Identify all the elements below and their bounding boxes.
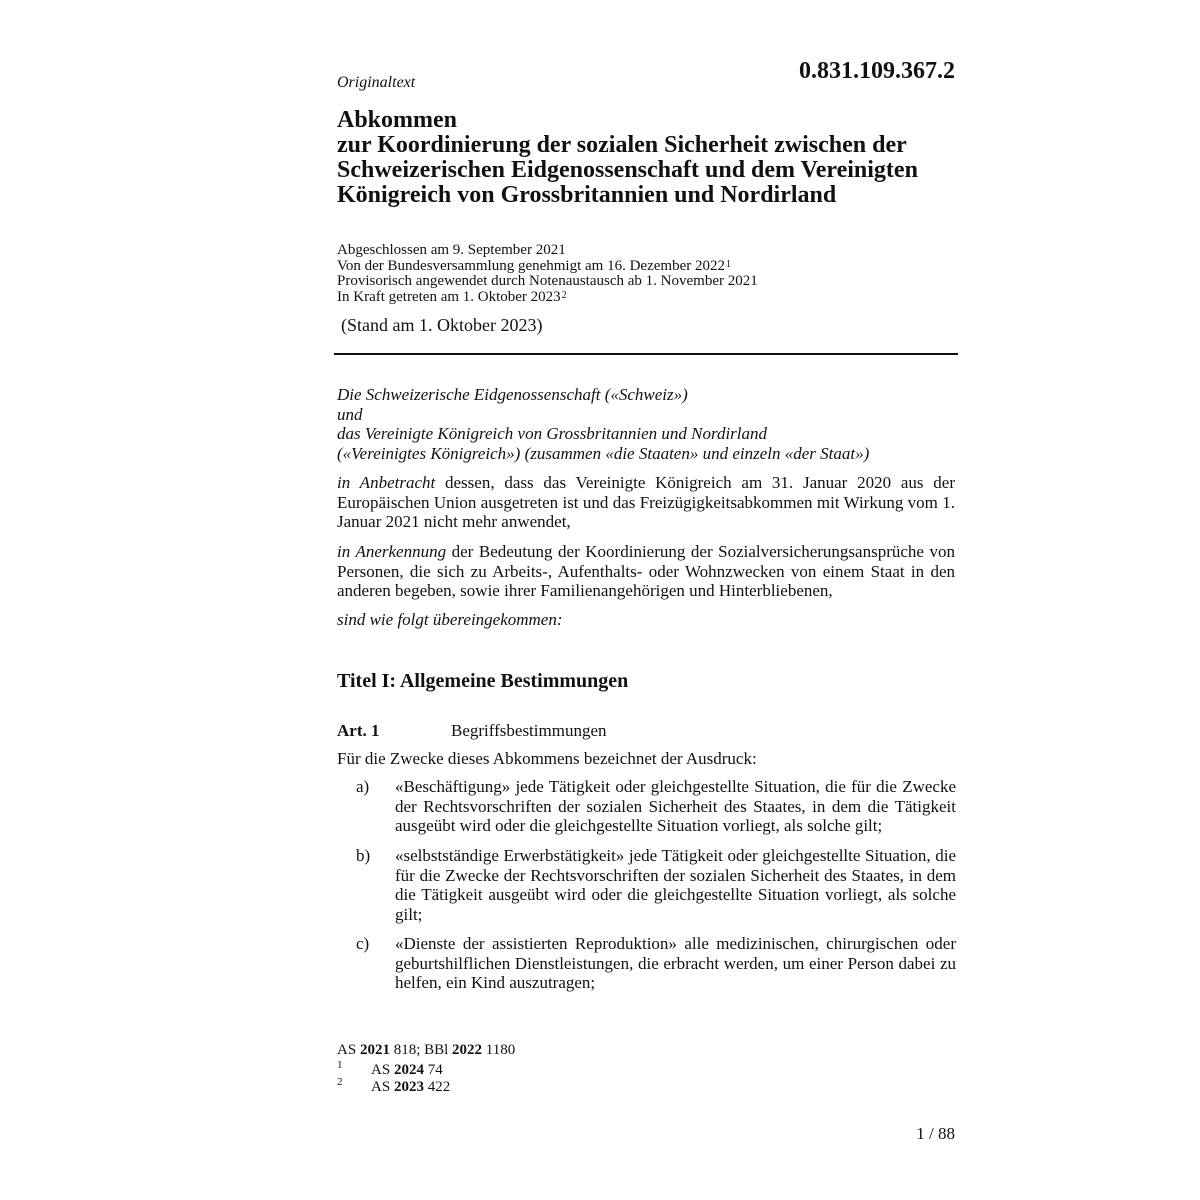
footnote-ref[interactable]: 1 bbox=[725, 258, 731, 270]
section-heading: Titel I: Allgemeine Bestimmungen bbox=[337, 670, 629, 692]
definition-item bbox=[356, 934, 956, 993]
concluded-date: Abgeschlossen am 9. September 2021 bbox=[337, 242, 566, 258]
page-number: 1 / 88 bbox=[916, 1124, 955, 1143]
party-line: («Vereinigtes Königreich») (zusammen «die Staaten» und einzeln «der Staat») bbox=[337, 444, 870, 464]
footnote-source: AS 2021 818; BBl 2022 1180 bbox=[337, 1042, 516, 1058]
dates-block bbox=[337, 243, 758, 305]
footnote bbox=[337, 1059, 537, 1080]
original-text-label: Originaltext bbox=[337, 74, 416, 91]
preamble-paragraph: in Anbetracht dessen, dass das Vereinigte Königreich am 31. Januar 2020 aus der Europäischen Union ausgetreten ist und das Freizügigkeitsabkommen mit Wirkung vom 1. Januar 2021 nicht mehr anwendet, bbox=[337, 473, 956, 532]
approved-date: Von der Bundesversammlung genehmigt am 16. Dezember 2022$^1$ bbox=[337, 257, 731, 274]
preamble-agreement: sind wie folgt übereingekommen: bbox=[337, 610, 563, 629]
definition-item bbox=[356, 777, 956, 836]
definition-letter: c) bbox=[356, 934, 370, 953]
definition-text: «selbstständige Erwerbstätigkeit» jede Tätigkeit oder gleichgestellte Situation, die für die Zwecke der Rechtsvorschriften der sozialen Sicherheit des Staates, in dem die Tätigkeit ausgeübt wird oder die gleichgestellte Situation vorliegt, als solche gilt; bbox=[395, 846, 956, 925]
definition-text: «Beschäftigung» jede Tätigkeit oder gleichgestellte Situation, die für die Zwecke der Rechtsvorschriften der sozialen Sicherheit des Staates, in dem die Tätigkeit ausgeübt wird oder die gleichgestellte Situation vorliegt, als solche gilt; bbox=[395, 777, 956, 836]
article-intro: Für die Zwecke dieses Abkommens bezeichnet der Ausdruck: bbox=[337, 749, 757, 768]
title-line: Abkommen bbox=[337, 107, 458, 133]
definition-item bbox=[356, 846, 956, 925]
horizontal-rule bbox=[334, 353, 958, 355]
status-date: (Stand am 1. Oktober 2023) bbox=[341, 315, 543, 335]
party-line: Die Schweizerische Eidgenossenschaft («Schweiz») bbox=[337, 385, 688, 404]
definition-letter: a) bbox=[356, 777, 370, 796]
preamble-paragraph: in Anerkennung der Bedeutung der Koordinierung der Sozialversicherungsansprüche von Personen, die sich zu Arbeits-, Aufenthalts- oder Wohnzwecken von einem Staat in den anderen begeben, sowie ihrer Familienangehörigen und Hinterbliebenen, bbox=[337, 542, 955, 601]
provisional-date: Provisorisch angewendet durch Notenaustausch ab 1. November 2021 bbox=[337, 273, 758, 289]
definition-text: «Dienste der assistierten Reproduktion» alle medizinischen, chirurgischen oder geburtshilflichen Dienstleistungen, die erbracht werden, um einer Person dabei zu helfen, ein Kind auszutragen; bbox=[395, 934, 956, 993]
footnote-text: AS 2023 422 bbox=[371, 1079, 451, 1095]
title-line: zur Koordinierung der sozialen Sicherheit zwischen der bbox=[337, 132, 907, 158]
in-force-date: In Kraft getreten am 1. Oktober 2023$^2$ bbox=[337, 288, 567, 305]
footnote-text: AS 2024 74 bbox=[371, 1062, 443, 1078]
footnote-number: 2 bbox=[337, 1076, 343, 1088]
party-line: das Vereinigte Königreich von Grossbritannien und Nordirland bbox=[337, 424, 768, 444]
definition-letter: b) bbox=[356, 846, 371, 865]
article-title: Begriffsbestimmungen bbox=[451, 721, 607, 740]
article-number: Art. 1 bbox=[337, 721, 380, 740]
sr-number: 0.831.109.367.2 bbox=[799, 58, 955, 84]
footnote bbox=[337, 1076, 537, 1097]
title-line: Königreich von Grossbritannien und Nordirland bbox=[337, 182, 837, 208]
footnote-number: 1 bbox=[337, 1059, 343, 1071]
parties-block bbox=[337, 385, 869, 464]
title-line: Schweizerischen Eidgenossenschaft und dem Vereinigten bbox=[337, 157, 918, 183]
footnote-ref[interactable]: 2 bbox=[561, 289, 567, 301]
document-title bbox=[337, 108, 977, 208]
party-line: und bbox=[337, 404, 363, 424]
